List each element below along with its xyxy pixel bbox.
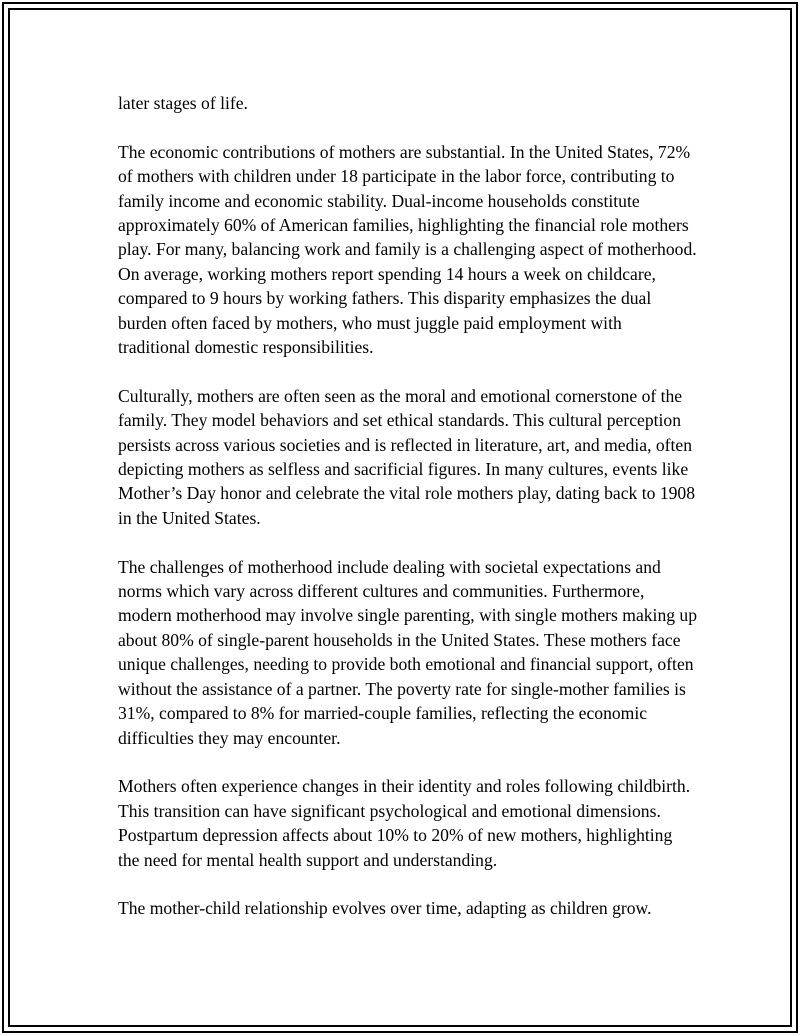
paragraph-3: Culturally, mothers are often seen as the moral and emotional cornerstone of the family. They model behaviors and set ethical standards. This cultural perception persists across various societies and is reflected in literature, art, and media, often depicting mothers as selfless and sacrificial figures. In many cultures, events like Mother’s Day honor and celebrate the vital role mothers play, dating back to 1908 in the United States. xyxy=(118,385,696,528)
paragraph-6: The mother-child relationship evolves over time, adapting as children grow. xyxy=(118,898,652,919)
paragraph-4: The challenges of motherhood include dealing with societal expectations and norms which vary across different cultures and communities. Furthermore, modern motherhood may involve single parenting, with single mothers making up about 80% of single-parent households in the United States. These mothers face unique challenges, needing to provide both emotional and financial support, often without the assistance of a partner. The poverty rate for single-mother families is 31%, compared to 8% for married-couple families, reflecting the economic difficulties they may encounter. xyxy=(118,556,698,748)
paragraph-1: later stages of life. xyxy=(118,93,248,113)
paragraph-2: The economic contributions of mothers are substantial. In the United States, 72% of mothers with children under 18 participate in the labor force, contributing to family income and economic stability. Dual-income households constitute approximately 60% of American families, highlighting the financial role mothers play. For many, balancing work and family is a challenging aspect of motherhood. On average, working mothers report spending 14 hours a week on childcare, compared to 9 hours by working fathers. This disparity emphasizes the dual burden often faced by mothers, who must juggle paid employment with traditional domestic responsibilities. xyxy=(118,141,697,358)
document-body xyxy=(118,91,698,945)
paragraph-5: Mothers often experience changes in their identity and roles following childbirth. This transition can have significant psychological and emotional dimensions. Postpartum depression affects about 10% to 20% of new mothers, highlighting the need for mental health support and understanding. xyxy=(118,776,691,870)
